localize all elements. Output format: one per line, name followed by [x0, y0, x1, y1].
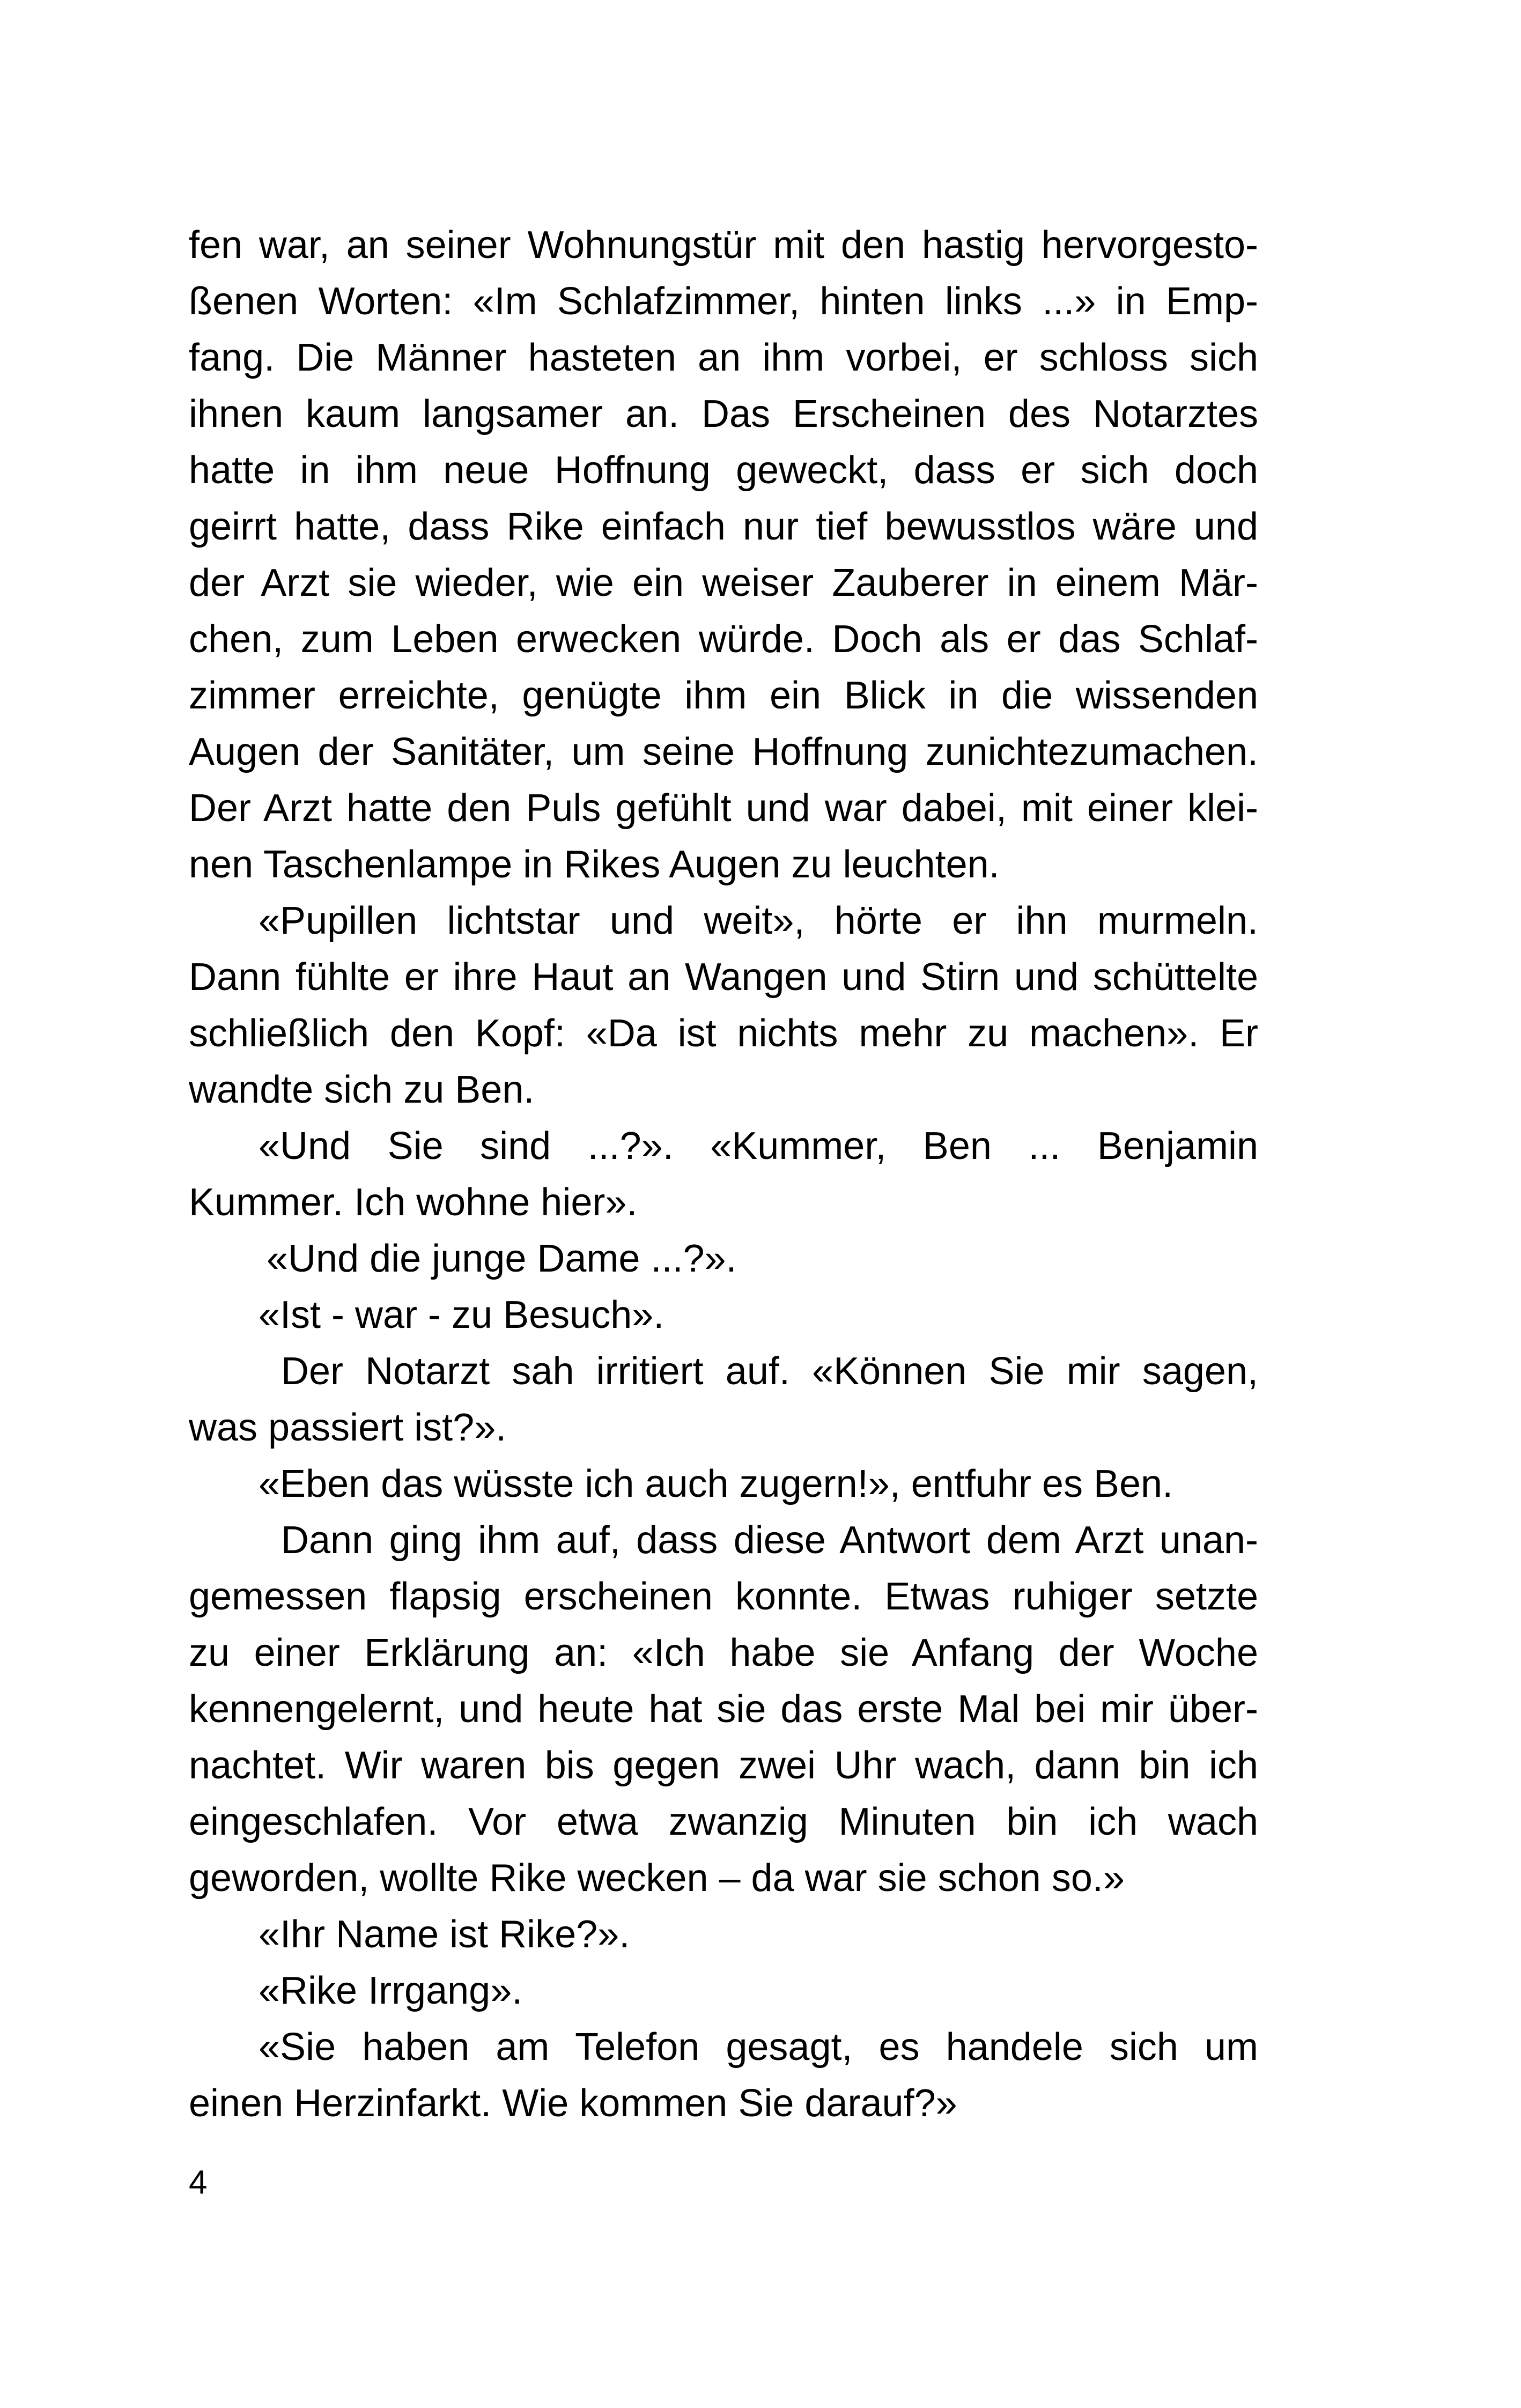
text-line: fang. Die Männer hasteten an ihm vorbei, er schloss sich: [189, 336, 1258, 379]
text-line: Der Notarzt sah irritiert auf. «Können Sie mir sagen,: [281, 1350, 1258, 1393]
text-line: Der Arzt hatte den Puls gefühlt und war dabei, mit einer klei-: [189, 787, 1258, 830]
text-line: «Rike Irrgang».: [259, 1969, 523, 2012]
text-line: nachtet. Wir waren bis gegen zwei Uhr wach, dann bin ich: [189, 1744, 1258, 1787]
text-line: «Eben das wüsste ich auch zugern!», entfuhr es Ben.: [259, 1462, 1173, 1505]
text-line: nen Taschenlampe in Rikes Augen zu leuchten.: [189, 843, 1000, 886]
text-line: «Ist - war - zu Besuch».: [259, 1294, 664, 1336]
body-text: [189, 217, 1258, 2132]
text-line: chen, zum Leben erwecken würde. Doch als er das Schlaf-: [189, 618, 1258, 661]
text-line: ihnen kaum langsamer an. Das Erscheinen des Notarztes: [189, 393, 1258, 435]
text-line: Augen der Sanitäter, um seine Hoffnung zunichtezumachen.: [189, 730, 1258, 773]
text-line: Dann ging ihm auf, dass diese Antwort dem Arzt unan-: [281, 1519, 1258, 1562]
text-line: «Ihr Name ist Rike?».: [259, 1913, 630, 1956]
text-line: hatte in ihm neue Hoffnung geweckt, dass er sich doch: [189, 449, 1258, 492]
text-line: «Und Sie sind ...?». «Kummer, Ben ... Benjamin: [259, 1125, 1258, 1168]
text-line: geworden, wollte Rike wecken – da war sie schon so.»: [189, 1857, 1125, 1900]
text-line: Kummer. Ich wohne hier».: [189, 1181, 638, 1224]
page-number: 4: [189, 2164, 208, 2201]
text-line: kennengelernt, und heute hat sie das erste Mal bei mir über-: [189, 1688, 1258, 1731]
text-line: «Und die junge Dame ...?».: [267, 1237, 737, 1280]
text-line: fen war, an seiner Wohnungstür mit den hastig hervorgesto-: [189, 224, 1258, 267]
text-line: eingeschlafen. Vor etwa zwanzig Minuten bin ich wach: [189, 1800, 1258, 1843]
text-line: was passiert ist?».: [189, 1406, 507, 1449]
text-line: «Sie haben am Telefon gesagt, es handele sich um: [259, 2026, 1258, 2069]
text-line: zu einer Erklärung an: «Ich habe sie Anfang der Woche: [189, 1631, 1258, 1674]
text-line: geirrt hatte, dass Rike einfach nur tief bewusstlos wäre und: [189, 505, 1258, 548]
text-line: der Arzt sie wieder, wie ein weiser Zauberer in einem Mär-: [189, 562, 1258, 604]
text-line: ßenen Worten: «Im Schlafzimmer, hinten links ...» in Emp-: [189, 280, 1258, 323]
text-line: gemessen flapsig erscheinen konnte. Etwas ruhiger setzte: [189, 1575, 1258, 1618]
text-line: «Pupillen lichtstar und weit», hörte er ihn murmeln.: [259, 899, 1258, 942]
text-line: schließlich den Kopf: «Da ist nichts mehr zu machen». Er: [189, 1012, 1258, 1055]
text-line: einen Herzinfarkt. Wie kommen Sie darauf?»: [189, 2082, 957, 2125]
text-line: Dann fühlte er ihre Haut an Wangen und Stirn und schüttelte: [189, 956, 1258, 999]
text-line: wandte sich zu Ben.: [189, 1068, 535, 1111]
text-line: zimmer erreichte, genügte ihm ein Blick in die wissenden: [189, 674, 1258, 717]
